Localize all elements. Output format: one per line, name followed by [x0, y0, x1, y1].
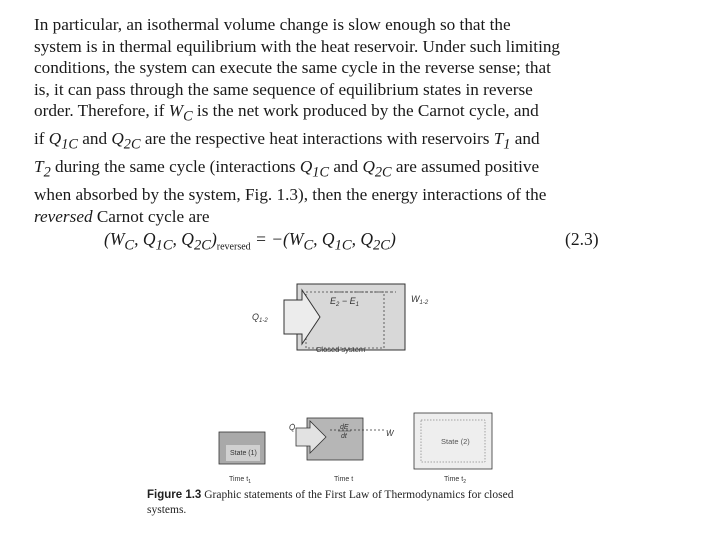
text-line-6: if $Q_{1C}$ and $Q_{2C}$ are the respective heat interactions with reservoirs $T_1$ and	[34, 129, 540, 153]
q12-label: $Q_{1-2}$	[252, 312, 268, 324]
text-line-3: conditions, the system can execute the same cycle in the reverse sense; that	[34, 58, 551, 78]
time-t-label: Time t	[334, 476, 354, 483]
symbol-q2c: $Q_{2C}$	[111, 129, 141, 153]
time-t1-label: Time $t_1$	[229, 476, 251, 485]
equation-number: (2.3)	[565, 229, 599, 249]
text-line-4: is, it can pass through the same sequence of equilibrium states in reverse	[34, 79, 533, 99]
symbol-q1c-b: $Q_{1C}$	[299, 157, 330, 181]
symbol-q1c: $Q_{1C}$	[48, 129, 78, 153]
figure-caption: Figure 1.3 Graphic statements of the First Law of Thermodynamics for closed systems.	[147, 489, 514, 516]
text-line-7: $T_2$ during the same cycle (interactions $Q_{1C}$ and $Q_{2C}$ are assumed positive	[34, 157, 540, 181]
reversed-subscript: reversed	[216, 241, 251, 253]
text-line-5: order. Therefore, if $W_C$ is the net work produced by the Carnot cycle, and	[34, 101, 539, 125]
time-t2-label: Time $t_2$	[444, 476, 466, 485]
text-line-8: when absorbed by the system, Fig. 1.3), then the energy interactions of the	[34, 185, 547, 205]
q-dot-label: Q̇	[289, 423, 296, 432]
reversed-word: reversed	[34, 207, 93, 227]
w12-label: $W_{1-2}$	[411, 294, 429, 306]
delta-e-label: $E_2 - E_1$	[330, 296, 359, 308]
state-2-label: State (2)	[441, 437, 470, 446]
symbol-t2: $T_2$	[34, 157, 51, 181]
symbol-t1: $T_1$	[493, 129, 511, 153]
state-1-label: State (1)	[230, 450, 257, 457]
text-line-1: In particular, an isothermal volume change is slow enough so that the	[34, 15, 511, 34]
figure-label: Figure 1.3	[147, 489, 202, 501]
text-line-9: reversed Carnot cycle are	[34, 207, 210, 227]
de-dt-den: dt	[341, 433, 347, 440]
closed-system-label: Closed system	[316, 345, 366, 354]
equation-2-3: ($W_C$, $Q_{1C}$, $Q_{2C})_{reversed} = -(W_C$, $Q_{1C}$, $Q_{2C}$)	[104, 229, 396, 254]
w-dot-label: Ẇ	[386, 429, 394, 438]
de-dt-num: dE	[340, 424, 349, 431]
symbol-q2c-b: $Q_{2C}$	[362, 157, 392, 181]
text-line-2: system is in thermal equilibrium with the heat reservoir. Under such limiting	[34, 36, 561, 56]
symbol-wc: $W_C$	[168, 101, 193, 125]
